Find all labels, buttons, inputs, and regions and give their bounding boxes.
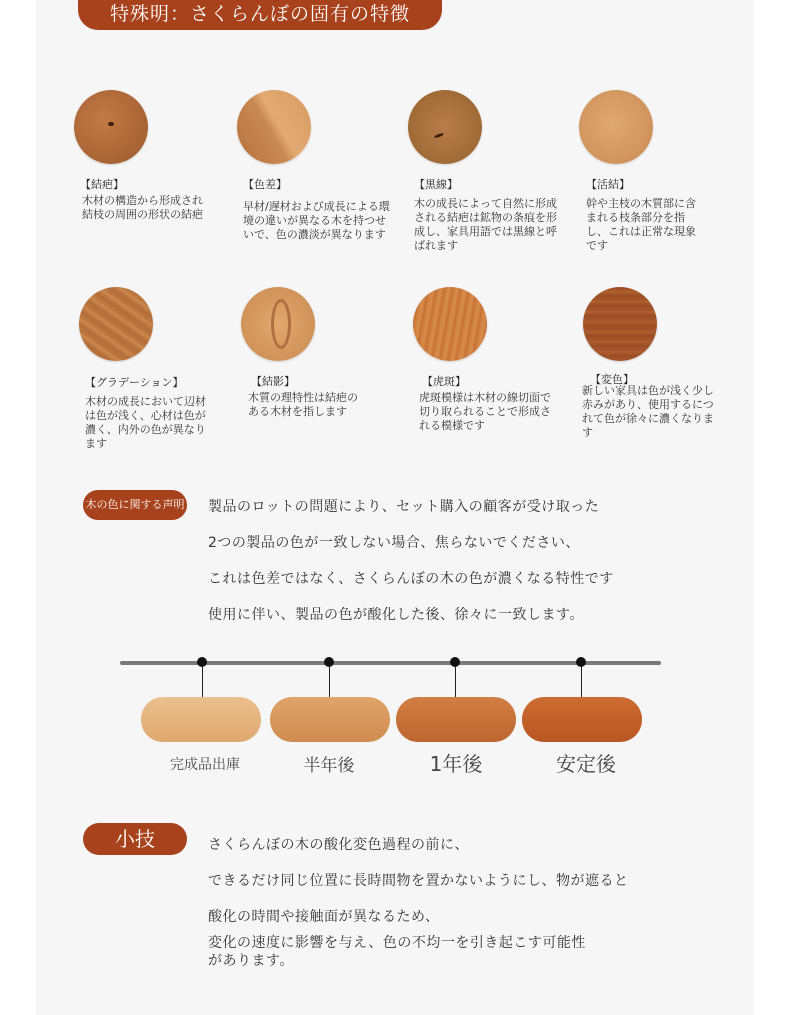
tip-line: 変化の速度に影響を与え、色の不均一を引き起こす可能性があります。	[208, 935, 586, 969]
wood-sample-plank	[396, 697, 516, 742]
feature-label: 【グラデーション】	[85, 376, 184, 389]
swatch-live-knot	[579, 90, 653, 164]
feature-label: 【虎斑】	[422, 375, 466, 388]
feature-desc: 木材の構造から形成され 結枝の周囲の形状の結疤	[82, 194, 203, 221]
feature-label: 【色差】	[243, 178, 287, 191]
swatch-discoloration	[583, 287, 657, 361]
wood-sample-plank	[270, 697, 390, 742]
tip-line: できるだけ同じ位置に長時間物を置かないようにし、物が遮ると	[208, 873, 629, 889]
statement-line: 製品のロットの問題により、セット購入の顧客が受け取った	[208, 499, 600, 515]
statement-line: 使用に伴い、製品の色が酸化した後、徐々に一致します。	[208, 607, 584, 623]
timeline-stem	[202, 666, 203, 699]
statement-line: 2つの製品の色が一致しない場合、焦らないでください、	[208, 535, 580, 551]
feature-desc: 早材/遅材および成長による環境の違いが異なる木を持つせいで、色の濃淡が異なります	[243, 200, 390, 241]
feature-label: 【黒線】	[414, 178, 458, 191]
tip-tag: 小技	[83, 823, 187, 855]
wood-sample-plank	[522, 697, 642, 742]
timeline-stem	[329, 666, 330, 699]
swatch-knot-shadow	[241, 287, 315, 361]
statement-tag: 木の色に関する声明	[83, 490, 187, 520]
swatch-gradation	[79, 287, 153, 361]
timeline-label: 完成品出庫	[170, 757, 240, 773]
statement-line: これは色差ではなく、さくらんぼの木の色が濃くなる特性です	[208, 571, 614, 587]
feature-label: 【活結】	[586, 178, 630, 191]
feature-desc: 虎斑模様は木材の線切面で切り取られることで形成される模様です	[419, 391, 551, 432]
timeline-stem	[455, 666, 456, 699]
timeline-stem	[581, 666, 582, 699]
feature-desc: 幹や主枝の木質部に含まれる枝条部分を指し、これは正常な現象です	[586, 197, 696, 252]
feature-desc: 木材の成長において辺材は色が浅く、心材は色が濃く、内外の色が異なります	[85, 395, 206, 450]
swatch-color-difference	[237, 90, 311, 164]
feature-desc: 木質の理特性は結疤のある木材を指します	[248, 391, 358, 418]
swatch-knot	[74, 90, 148, 164]
tip-line: 酸化の時間や接触面が異なるため、	[208, 909, 440, 925]
wood-sample-plank	[141, 697, 261, 742]
feature-label: 【結影】	[251, 375, 295, 388]
timeline-label: 半年後	[303, 756, 355, 776]
swatch-tiger-stripe	[413, 287, 487, 361]
timeline-label: 1年後	[429, 752, 483, 776]
feature-label: 【変色】	[590, 373, 634, 386]
timeline-label: 安定後	[556, 752, 616, 776]
feature-desc: 新しい家具は色が浅く少し赤みがあり、使用するにつれて色が徐々に濃くなります	[582, 384, 714, 439]
section-title: 特殊明：さくらんぼの固有の特徴	[78, 0, 442, 30]
feature-label: 【結疤】	[80, 178, 124, 191]
feature-desc: 木の成長によって自然に形成される結疤は鉱物の条痕を形成し、家具用語では黒線と呼ばれます	[414, 197, 557, 252]
swatch-black-line	[408, 90, 482, 164]
tip-line: さくらんぼの木の酸化変色過程の前に、	[208, 837, 469, 853]
